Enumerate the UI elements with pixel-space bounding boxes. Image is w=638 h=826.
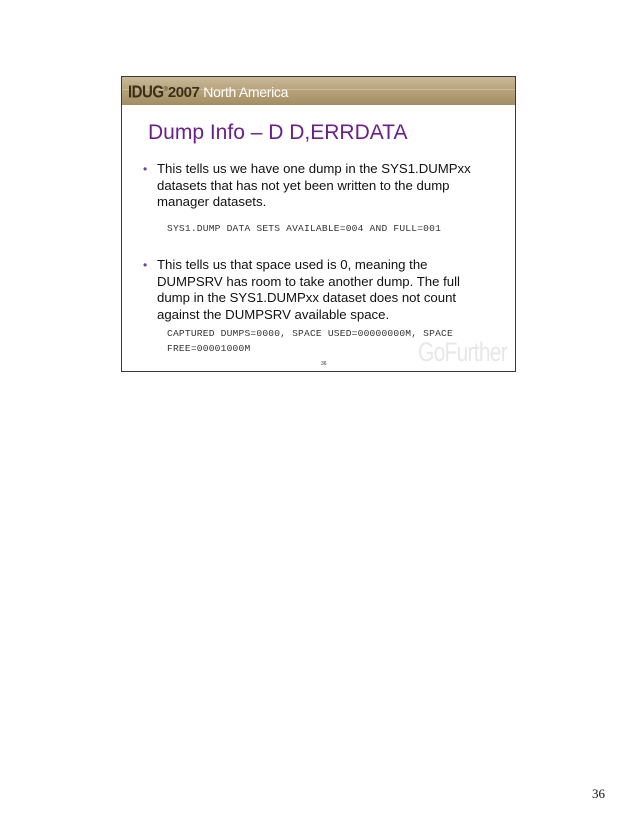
- logo-year: 2007: [167, 84, 200, 101]
- bullet-text: This tells us that space used is 0, meaning the DUMPSRV has room to take another dump. The full dump in the SYS1.DUMPxx dataset does not count against the DUMPSRV available space.: [157, 257, 460, 322]
- logo-org: IDUG: [128, 82, 164, 103]
- bullet-marker: •: [143, 258, 148, 272]
- code-line: SYS1.DUMP DATA SETS AVAILABLE=004 AND FULL=001: [167, 223, 442, 234]
- slide-number: 36: [321, 361, 327, 367]
- idug-logo: [128, 84, 288, 102]
- logo-registered-mark: ®: [163, 87, 168, 93]
- slide: [121, 76, 516, 372]
- code-line: CAPTURED DUMPS=0000, SPACE USED=00000000M, SPACE FREE=00001000M: [167, 328, 459, 354]
- slide-title: Dump Info – D D,ERRDATA: [148, 121, 408, 144]
- gofurther-watermark: GoFurther: [418, 337, 507, 367]
- bullet-item: [143, 161, 488, 211]
- bullet-item: [143, 257, 488, 323]
- header-banner: [122, 77, 515, 105]
- bullet-marker: •: [143, 162, 148, 176]
- bullet-text: This tells us we have one dump in the SYS1.DUMPxx datasets that has not yet been written to the dump manager datasets.: [157, 161, 471, 209]
- logo-region: North America: [203, 84, 289, 100]
- page-number: 36: [592, 786, 605, 801]
